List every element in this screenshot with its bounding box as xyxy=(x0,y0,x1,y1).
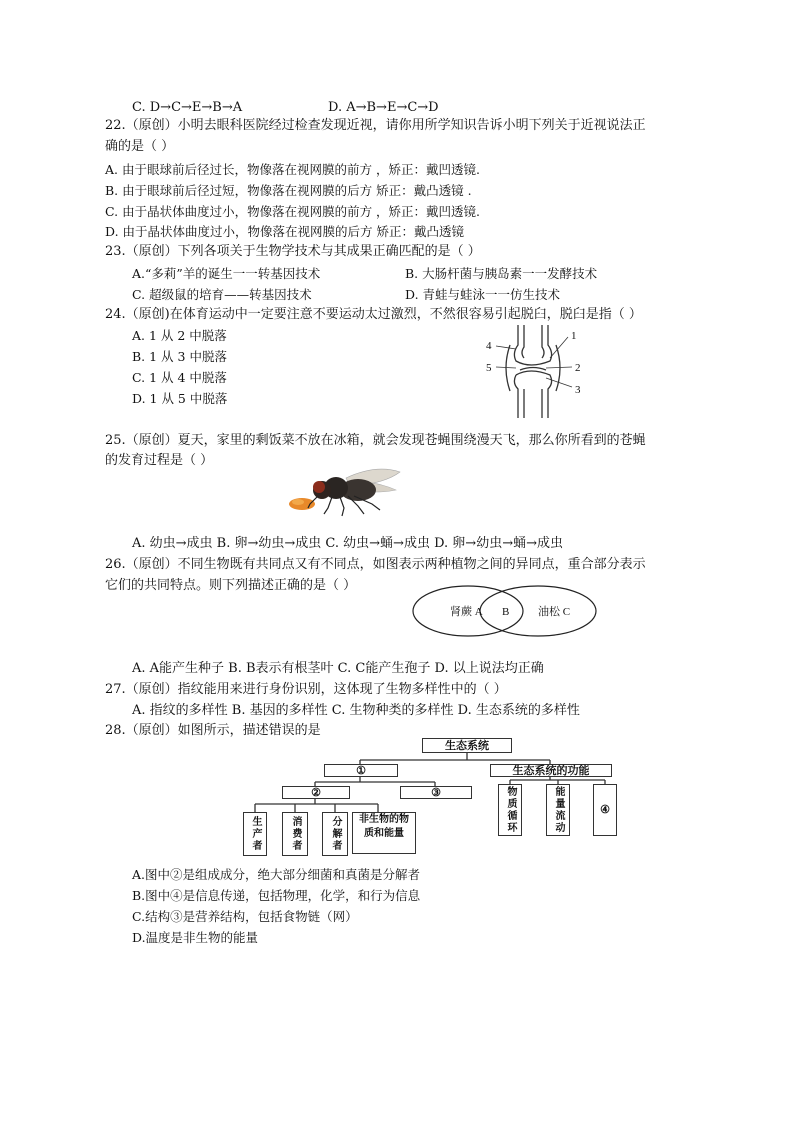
joint-label-2: 2 xyxy=(575,362,581,374)
q25-options: A. 幼虫→成虫 B. 卵→幼虫→成虫 C. 幼虫→蛹→成虫 D. 卵→幼虫→蛹→成虫 xyxy=(132,536,563,551)
q27-options: A. 指纹的多样性 B. 基因的多样性 C. 生物种类的多样性 D. 生态系统的多样性 xyxy=(132,703,580,718)
joint-label-5: 5 xyxy=(486,362,492,374)
q23-option-b: B. 大肠杆菌与胰岛素一一发酵技术 xyxy=(405,266,598,281)
structure-box-1: ① xyxy=(324,764,398,777)
q23-option-c: C. 超级鼠的培育——转基因技术 xyxy=(132,287,312,302)
energy-flow-box: 能量流动 xyxy=(546,784,570,836)
q28-stem: 28.（原创）如图所示，描述错误的是 xyxy=(105,723,321,738)
q26-stem: 26.（原创）不同生物既有共同点又有不同点，如图表示两种植物之间的异同点，重合部分表示 xyxy=(105,557,646,572)
q28-option-b: B.图中④是信息传递，包括物理，化学，和行为信息 xyxy=(132,888,421,903)
q24-option-a: A. 1 从 2 中脱落 xyxy=(132,328,227,343)
q21-option-d: D. A→B→E→C→D xyxy=(328,100,439,115)
function-box-4: ④ xyxy=(593,784,617,836)
venn-right-label: 油松 C xyxy=(538,606,571,618)
q28-option-c: C.结构③是营养结构，包括食物链（网） xyxy=(132,909,358,924)
joint-label-1: 1 xyxy=(571,330,577,342)
joint-label-4: 4 xyxy=(486,340,492,352)
q23-option-d: D. 青蛙与蛙泳一一仿生技术 xyxy=(405,287,561,302)
q26-options: A. A能产生种子 B. B表示有根茎叶 C. C能产生孢子 D. 以上说法均正确 xyxy=(132,661,544,676)
decomposer-box: 分解者 xyxy=(322,812,348,856)
housefly-image xyxy=(288,460,408,518)
nonbiological-box: 非生物的物质和能量 xyxy=(352,812,416,854)
q22-stem-cont: 确的是（ ） xyxy=(105,139,175,154)
producer-box: 生产者 xyxy=(243,812,267,856)
q24-stem: 24.（原创)在体育运动中一定要注意不要运动太过激烈，不然很容易引起脱臼，脱臼是指（ ） xyxy=(105,307,642,322)
venn-left-label: 肾蕨 A xyxy=(450,606,483,618)
q23-option-a: A.“多莉”羊的诞生一一转基因技术 xyxy=(132,266,321,281)
q24-option-c: C. 1 从 4 中脱落 xyxy=(132,370,227,385)
joint-label-3: 3 xyxy=(575,384,581,396)
venn-middle-label: B xyxy=(502,606,510,618)
q26-stem-cont: 它们的共同特点。则下列描述正确的是（ ） xyxy=(105,578,357,593)
q24-option-d: D. 1 从 5 中脱落 xyxy=(132,391,228,406)
material-cycle-box: 物质循环 xyxy=(498,784,522,836)
q27-stem: 27.（原创）指纹能用来进行身份识别，这体现了生物多样性中的（ ） xyxy=(105,682,507,697)
component-box-2: ② xyxy=(282,786,350,799)
q25-stem: 25.（原创）夏天，家里的剩饭菜不放在冰箱，就会发现苍蝇围绕漫天飞，那么你所看到的苍蝇 xyxy=(105,433,646,448)
ecosystem-root-box: 生态系统 xyxy=(422,738,512,753)
structure-box-3: ③ xyxy=(400,786,472,799)
consumer-box: 消费者 xyxy=(282,812,308,856)
q24-option-b: B. 1 从 3 中脱落 xyxy=(132,349,227,364)
q21-option-c: C. D→C→E→B→A xyxy=(132,100,243,115)
q28-option-d: D.温度是非生物的能量 xyxy=(132,930,259,945)
function-box: 生态系统的功能 xyxy=(490,764,612,777)
q23-stem: 23.（原创）下列各项关于生物学技术与其成果正确匹配的是（ ） xyxy=(105,244,481,259)
q28-option-a: A.图中②是组成成分，绝大部分细菌和真菌是分解者 xyxy=(132,867,421,882)
q22-option-d: D. 由于晶状体曲度过小，物像落在视网膜的后方 矫正：戴凸透镜 xyxy=(105,224,464,239)
q22-option-a: A. 由于眼球前后径过长，物像落在视网膜的前方 ，矫正：戴凹透镜. xyxy=(105,162,480,177)
ecosystem-diagram xyxy=(240,738,620,856)
joint-diagram xyxy=(480,323,590,423)
q22-option-b: B. 由于眼球前后径过短，物像落在视网膜的后方 矫正：戴凸透镜 . xyxy=(105,183,472,198)
q22-option-c: C. 由于晶状体曲度过小，物像落在视网膜的前方 ，矫正：戴凹透镜. xyxy=(105,204,481,219)
q25-stem-cont: 的发育过程是（ ） xyxy=(105,453,214,468)
venn-diagram xyxy=(408,583,600,639)
q22-stem: 22.（原创）小明去眼科医院经过检查发现近视，请你用所学知识告诉小明下列关于近视说法正 xyxy=(105,118,646,133)
